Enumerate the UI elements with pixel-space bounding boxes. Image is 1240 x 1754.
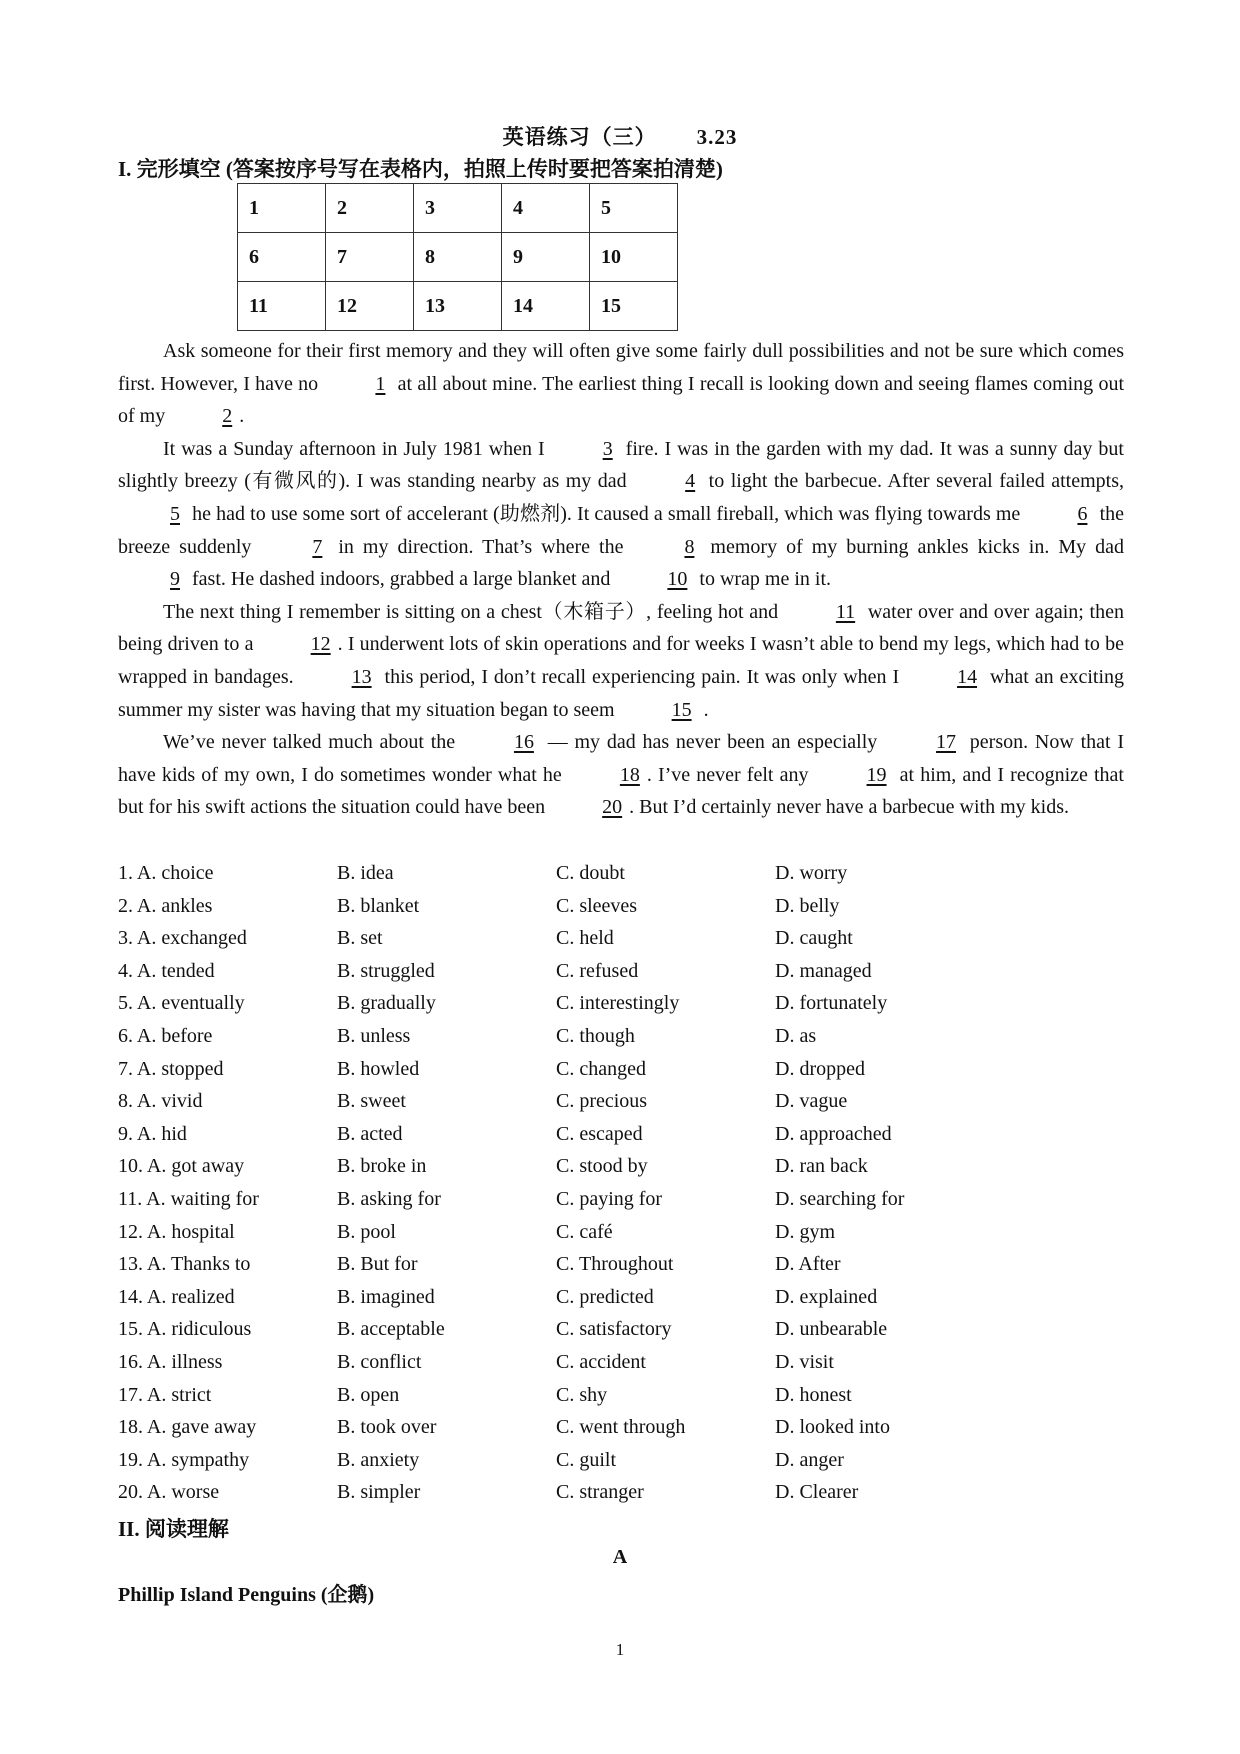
option-d[interactable]: D. looked into: [775, 1416, 890, 1439]
option-c[interactable]: C. Throughout: [556, 1253, 674, 1276]
answer-cell[interactable]: 3: [414, 184, 502, 233]
option-d[interactable]: D. gym: [775, 1220, 835, 1243]
page-number: 1: [615, 1640, 625, 1659]
option-d[interactable]: D. Clearer: [775, 1481, 859, 1504]
answer-table-row: [238, 184, 678, 233]
option-b[interactable]: B. acted: [337, 1122, 403, 1145]
option-b[interactable]: B. blanket: [337, 894, 420, 917]
option-b[interactable]: B. But for: [337, 1253, 418, 1276]
option-b[interactable]: B. open: [337, 1383, 400, 1406]
passage-text: water over and over again; then being driven to a: [118, 600, 1124, 656]
answer-cell[interactable]: 13: [414, 282, 502, 331]
cloze-passage: [118, 335, 1124, 824]
passage-paragraph: [118, 726, 1124, 824]
option-row: [118, 1346, 1124, 1379]
cloze-blank[interactable]: 10: [667, 568, 688, 591]
option-d[interactable]: D. unbearable: [775, 1318, 888, 1341]
option-c[interactable]: C. sleeves: [556, 894, 638, 917]
passage-text: . I underwent lots of skin operations and for weeks I wasn’t able to bend my legs, which had to be wrapped in bandages.: [118, 633, 1124, 688]
option-c[interactable]: C. refused: [556, 959, 639, 982]
option-d[interactable]: D. vague: [775, 1090, 848, 1113]
option-b[interactable]: B. conflict: [337, 1350, 422, 1373]
option-d[interactable]: D. worry: [775, 862, 848, 884]
answer-cell[interactable]: 6: [238, 233, 326, 282]
title-text: 英语练习（三）: [502, 125, 657, 149]
passage-text: . But I’d certainly never have a barbecue with my kids.: [629, 796, 1069, 819]
passage-text: We’ve never talked much about the: [163, 731, 462, 754]
passage-text: what an exciting summer my sister was having that my situation began to seem: [118, 665, 1125, 721]
option-d[interactable]: D. ran back: [775, 1155, 868, 1178]
passage-text: to light the barbecue. After several failed attempts,: [702, 470, 1124, 493]
option-c[interactable]: C. predicted: [556, 1285, 654, 1308]
option-d[interactable]: D. as: [775, 1024, 817, 1047]
passage-text: in my direction. That’s where the: [329, 535, 633, 558]
option-c[interactable]: C. though: [556, 1024, 635, 1047]
option-a[interactable]: 9. A. hid: [118, 1122, 187, 1145]
cloze-blank[interactable]: 5: [170, 502, 180, 525]
option-c[interactable]: C. went through: [556, 1416, 686, 1439]
option-b[interactable]: B. anxiety: [337, 1448, 420, 1471]
option-a[interactable]: 14. A. realized: [118, 1285, 235, 1308]
options-list: [118, 857, 1124, 1509]
option-c[interactable]: C. paying for: [556, 1187, 663, 1210]
passage-text: this period, I don’t recall experiencing pain. It was only when I: [378, 665, 906, 688]
option-row: [118, 987, 1124, 1020]
option-a[interactable]: 7. A. stopped: [118, 1057, 224, 1080]
passage-text: .: [698, 698, 709, 721]
passage-text: fast. He dashed indoors, grabbed a large blanket and: [187, 568, 616, 591]
answer-cell[interactable]: 9: [502, 233, 590, 282]
cloze-blank[interactable]: 2: [222, 405, 233, 428]
cloze-blank[interactable]: 9: [170, 568, 180, 591]
passage-text: It was a Sunday afternoon in July 1981 when I: [163, 437, 551, 460]
option-d[interactable]: D. dropped: [775, 1057, 865, 1080]
cloze-blank[interactable]: 11: [835, 600, 856, 623]
option-d[interactable]: D. After: [775, 1253, 841, 1276]
option-a[interactable]: 20. A. worse: [118, 1481, 220, 1504]
cloze-blank[interactable]: 18: [619, 763, 640, 786]
passage-paragraph: [118, 335, 1124, 433]
option-row: [118, 1053, 1124, 1086]
passage-text: . I’ve never felt any: [646, 763, 815, 786]
option-b[interactable]: B. simpler: [337, 1481, 421, 1504]
option-b[interactable]: B. gradually: [337, 992, 436, 1015]
option-a[interactable]: 16. A. illness: [118, 1350, 223, 1373]
answer-cell[interactable]: 8: [414, 233, 502, 282]
option-a[interactable]: 2. A. ankles: [118, 894, 213, 917]
option-row: [118, 922, 1124, 955]
answer-cell[interactable]: 7: [326, 233, 414, 282]
option-d[interactable]: D. anger: [775, 1448, 844, 1471]
cloze-blank[interactable]: 16: [513, 731, 534, 754]
answer-table-row: [238, 282, 678, 331]
cloze-blank[interactable]: 14: [957, 665, 978, 688]
cloze-blank[interactable]: 15: [671, 698, 692, 721]
option-row: [118, 1216, 1124, 1249]
passage-text: — my dad has never been an especially: [540, 731, 885, 754]
answer-table-row: [238, 233, 678, 282]
cloze-blank[interactable]: 12: [310, 633, 331, 656]
option-a[interactable]: 13. A. Thanks to: [118, 1253, 251, 1276]
option-row: [118, 1085, 1124, 1118]
option-d[interactable]: D. approached: [775, 1122, 892, 1145]
option-c[interactable]: C. satisfactory: [556, 1318, 672, 1341]
cloze-blank[interactable]: 3: [602, 437, 613, 460]
answer-cell[interactable]: 1: [238, 184, 326, 233]
option-c[interactable]: C. precious: [556, 1090, 648, 1113]
option-a[interactable]: 15. A. ridiculous: [118, 1318, 252, 1341]
option-c[interactable]: C. shy: [556, 1383, 608, 1406]
option-row: [118, 1020, 1124, 1053]
option-d[interactable]: D. caught: [775, 927, 853, 950]
cloze-blank[interactable]: 17: [936, 731, 957, 754]
option-c[interactable]: C. interestingly: [556, 992, 680, 1015]
section-1-heading: I. 完形填空 (答案按序号写在表格内，拍照上传时要把答案拍清楚): [118, 157, 723, 181]
option-a[interactable]: 19. A. sympathy: [118, 1448, 250, 1471]
passage-text: at him, and I recognize that but for his swift actions the situation could have been: [118, 763, 1124, 819]
passage-text: at all about mine. The earliest thing I recall is looking down and seeing flames coming out of my: [118, 372, 1124, 428]
option-d[interactable]: D. honest: [775, 1383, 852, 1406]
option-b[interactable]: B. took over: [337, 1416, 437, 1439]
cloze-blank[interactable]: 7: [312, 535, 323, 558]
option-c[interactable]: C. escaped: [556, 1122, 643, 1145]
option-c[interactable]: C. accident: [556, 1350, 646, 1373]
option-b[interactable]: B. broke in: [337, 1155, 427, 1178]
option-b[interactable]: B. asking for: [337, 1187, 441, 1210]
option-c[interactable]: C. held: [556, 927, 614, 950]
answer-cell[interactable]: 4: [502, 184, 590, 233]
part-label: A: [612, 1546, 628, 1568]
passage-text: memory of my burning ankles kicks in. My dad: [701, 535, 1124, 558]
option-c[interactable]: C. stranger: [556, 1481, 644, 1504]
option-c[interactable]: C. café: [556, 1220, 613, 1243]
option-a[interactable]: 17. A. strict: [118, 1383, 212, 1406]
option-row: [118, 857, 1124, 890]
passage-text: fire. I was in the garden with my dad. It was a sunny day but slightly breezy (有微风的). I was standing nearby as my dad: [118, 437, 1124, 493]
option-c[interactable]: C. stood by: [556, 1155, 648, 1178]
option-row: [118, 955, 1124, 988]
answer-cell[interactable]: 5: [590, 184, 678, 233]
option-row: [118, 1476, 1124, 1509]
passage-text: he had to use some sort of accelerant (助燃剂). It caused a small fireball, which was flying towards me: [187, 502, 1026, 525]
passage-a-title: Phillip Island Penguins (企鹅): [118, 1584, 375, 1606]
option-a[interactable]: 5. A. eventually: [118, 992, 245, 1015]
option-a[interactable]: 12. A. hospital: [118, 1220, 235, 1243]
option-a[interactable]: 8. A. vivid: [118, 1090, 203, 1113]
option-d[interactable]: D. explained: [775, 1285, 878, 1308]
option-b[interactable]: B. imagined: [337, 1285, 435, 1308]
option-a[interactable]: 4. A. tended: [118, 959, 215, 982]
passage-text: person. Now that I have kids of my own, I do sometimes wonder what he: [118, 731, 1124, 786]
option-b[interactable]: B. howled: [337, 1057, 420, 1080]
answer-cell[interactable]: 10: [590, 233, 678, 282]
option-d[interactable]: D. managed: [775, 959, 872, 982]
cloze-blank[interactable]: 8: [684, 535, 695, 558]
cloze-blank[interactable]: 19: [866, 763, 887, 786]
answer-cell[interactable]: 2: [326, 184, 414, 233]
section-2-heading: II. 阅读理解: [118, 1517, 229, 1541]
option-a[interactable]: 10. A. got away: [118, 1155, 245, 1178]
option-row: [118, 1444, 1124, 1477]
option-row: [118, 1281, 1124, 1314]
option-b[interactable]: B. struggled: [337, 959, 435, 982]
passage-text: .: [239, 405, 245, 428]
option-row: [118, 1248, 1124, 1281]
passage-paragraph: [118, 433, 1124, 596]
passage-text: Ask someone for their first memory and they will often give some fairly dull possibilities and not be sure which comes first. However, I have no: [118, 340, 1124, 395]
option-a[interactable]: 18. A. gave away: [118, 1416, 257, 1439]
option-row: [118, 1118, 1124, 1151]
option-c[interactable]: C. doubt: [556, 862, 625, 884]
option-row: [118, 1150, 1124, 1183]
option-a[interactable]: 3. A. exchanged: [118, 927, 247, 950]
passage-paragraph: [118, 596, 1124, 726]
option-row: [118, 890, 1124, 923]
option-b[interactable]: B. pool: [337, 1220, 396, 1243]
answer-cell[interactable]: 15: [590, 282, 678, 331]
option-c[interactable]: C. guilt: [556, 1448, 617, 1471]
option-a[interactable]: 1. A. choice: [118, 862, 214, 884]
option-row: [118, 1183, 1124, 1216]
option-row: [118, 1411, 1124, 1444]
option-b[interactable]: B. acceptable: [337, 1318, 445, 1341]
cloze-blank[interactable]: 6: [1077, 502, 1088, 525]
answer-cell[interactable]: 12: [326, 282, 414, 331]
option-c[interactable]: C. changed: [556, 1057, 646, 1080]
option-row: [118, 1313, 1124, 1346]
option-d[interactable]: D. searching for: [775, 1187, 905, 1210]
answer-cell[interactable]: 14: [502, 282, 590, 331]
option-b[interactable]: B. sweet: [337, 1090, 406, 1113]
option-b[interactable]: B. unless: [337, 1024, 411, 1047]
option-d[interactable]: D. belly: [775, 894, 840, 917]
page-title: [0, 121, 1240, 151]
cloze-blank[interactable]: 13: [351, 665, 372, 688]
option-row: [118, 1379, 1124, 1412]
title-date: 3.23: [696, 125, 738, 149]
option-d[interactable]: D. fortunately: [775, 992, 888, 1015]
option-b[interactable]: B. idea: [337, 862, 394, 884]
option-a[interactable]: 11. A. waiting for: [118, 1187, 259, 1210]
cloze-blank[interactable]: 1: [375, 372, 386, 395]
answer-cell[interactable]: 11: [238, 282, 326, 331]
answer-table: [237, 183, 678, 331]
passage-text: to wrap me in it.: [694, 568, 832, 591]
passage-text: The next thing I remember is sitting on a chest（木箱子）, feeling hot and: [163, 600, 784, 623]
cloze-blank[interactable]: 4: [685, 470, 696, 493]
option-d[interactable]: D. visit: [775, 1350, 834, 1373]
passage-text: the breeze suddenly: [118, 502, 1125, 558]
option-b[interactable]: B. set: [337, 927, 383, 950]
option-a[interactable]: 6. A. before: [118, 1024, 213, 1047]
cloze-blank[interactable]: 20: [602, 796, 623, 819]
